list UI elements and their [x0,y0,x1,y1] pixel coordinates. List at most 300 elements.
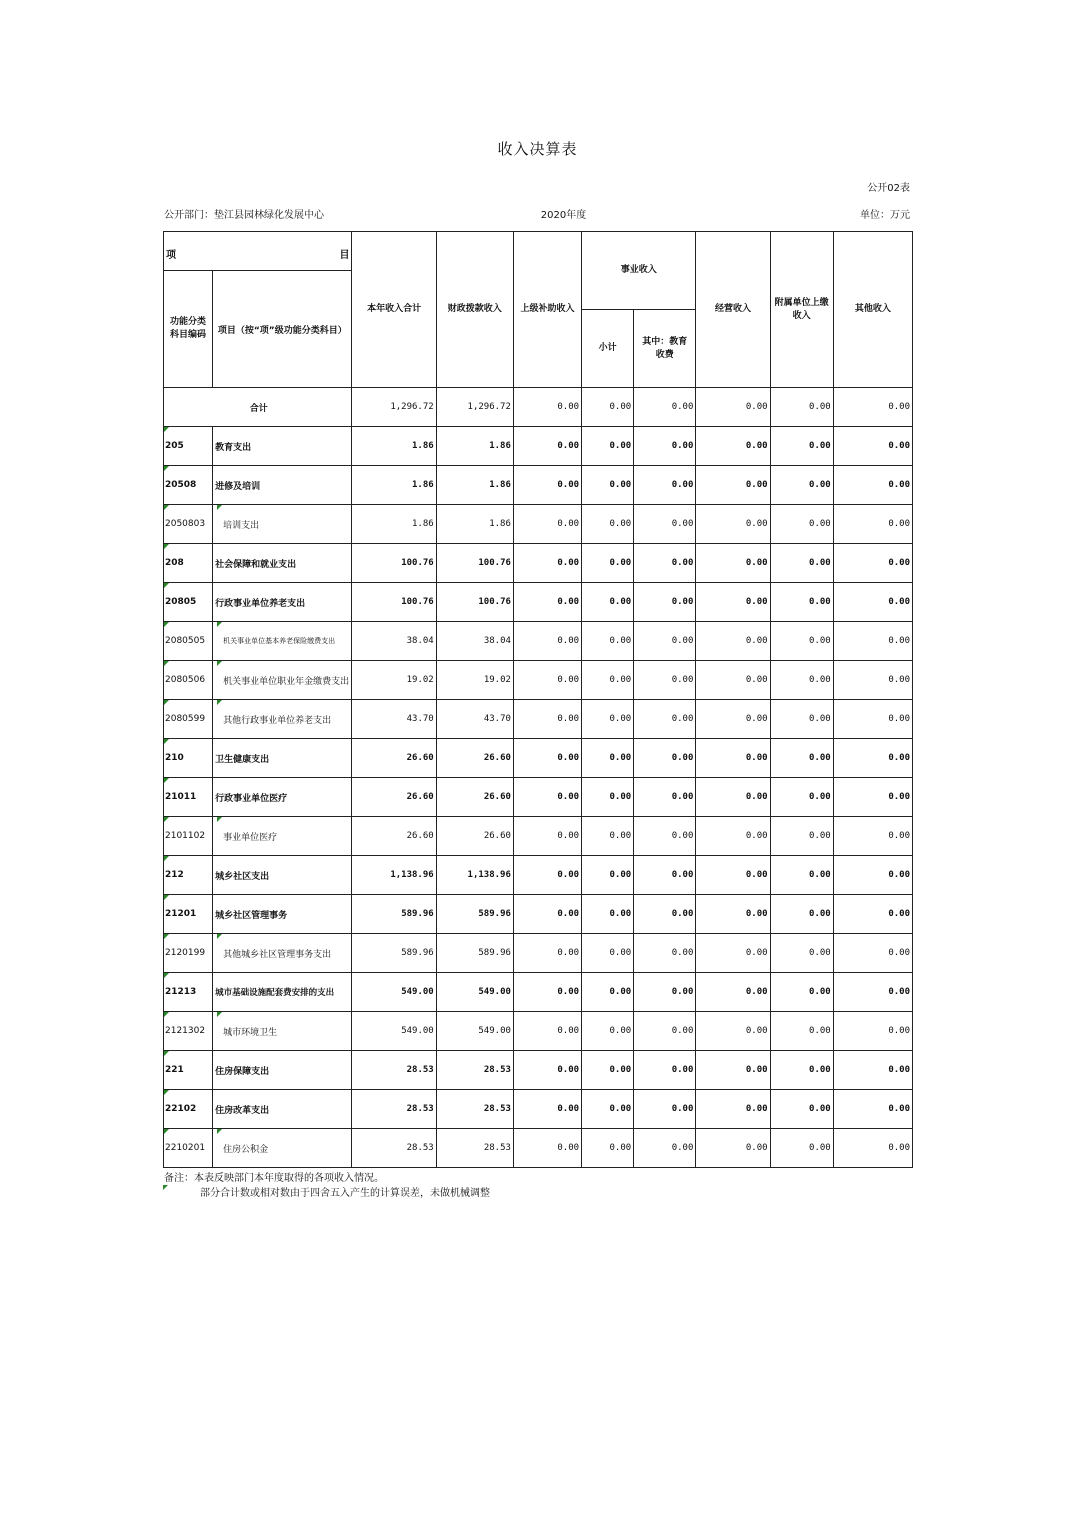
value-cell: 0.00 [582,544,634,583]
value-cell: 0.00 [833,1129,912,1168]
row-name [213,778,352,817]
value-cell: 0.00 [770,466,833,505]
value-cell: 28.53 [352,1090,436,1129]
row-code-text: 20508 [165,480,197,490]
page-title: 收入决算表 [497,140,578,158]
table-row [164,778,913,817]
value-cell: 38.04 [352,622,436,661]
row-code-text: 2080505 [165,636,206,646]
row-code [164,700,213,739]
value-cell: 28.53 [436,1129,513,1168]
row-name-text: 其他行政事业单位养老支出 [223,715,332,726]
col-business-header: 事业收入 [582,232,696,310]
value-cell: 0.00 [582,622,634,661]
value-cell: 0.00 [770,661,833,700]
row-code-text: 2120199 [165,948,206,958]
row-name [213,895,352,934]
cell-marker [164,817,169,822]
value-cell: 0.00 [833,622,912,661]
value-cell: 0.00 [696,622,770,661]
value-cell: 0.00 [833,388,912,427]
value-cell: 0.00 [770,739,833,778]
value-cell: 549.00 [436,1012,513,1051]
value-cell: 0.00 [582,427,634,466]
value-cell: 589.96 [352,934,436,973]
value-cell: 0.00 [770,1129,833,1168]
cell-marker [164,856,169,861]
col-total-header: 本年收入合计 [352,232,436,388]
row-name-text: 城市环境卫生 [223,1027,278,1038]
cell-marker [164,583,169,588]
value-cell: 100.76 [436,544,513,583]
value-cell: 26.60 [436,778,513,817]
value-cell: 0.00 [582,1090,634,1129]
value-cell: 0.00 [513,973,581,1012]
value-cell: 0.00 [833,1012,912,1051]
row-code [164,583,213,622]
value-cell: 0.00 [833,739,912,778]
row-code-text: 2050803 [165,519,206,529]
row-name [213,466,352,505]
value-cell: 0.00 [513,700,581,739]
item-name-header: 项目（按“项”级功能分类科目） [213,271,352,388]
value-cell: 0.00 [696,544,770,583]
value-cell: 0.00 [696,778,770,817]
income-table [163,231,913,1168]
value-cell: 0.00 [833,973,912,1012]
row-name [213,973,352,1012]
value-cell: 0.00 [513,388,581,427]
row-name [213,934,352,973]
cell-marker [164,739,169,744]
value-cell: 0.00 [634,544,696,583]
value-cell: 43.70 [436,700,513,739]
value-cell: 0.00 [770,388,833,427]
value-cell: 0.00 [634,778,696,817]
value-cell: 0.00 [770,856,833,895]
cell-marker [164,505,169,510]
value-cell: 0.00 [513,505,581,544]
value-cell: 1.86 [436,505,513,544]
row-code-text: 21201 [165,909,197,919]
value-cell: 0.00 [513,622,581,661]
row-name [213,1090,352,1129]
value-cell: 28.53 [436,1090,513,1129]
value-cell: 0.00 [696,895,770,934]
col-subtotal-header: 小计 [582,310,634,388]
row-code [164,895,213,934]
row-name-text: 卫生健康支出 [215,754,270,765]
row-code-text: 2080506 [165,675,206,685]
value-cell: 0.00 [696,973,770,1012]
value-cell: 0.00 [696,505,770,544]
value-cell: 38.04 [436,622,513,661]
value-cell: 0.00 [634,739,696,778]
item-header [164,232,352,271]
table-row [164,973,913,1012]
row-code-text: 221 [165,1065,184,1075]
value-cell: 0.00 [833,661,912,700]
value-cell: 0.00 [634,934,696,973]
func-code-header: 功能分类科目编码 [164,271,213,388]
value-cell: 0.00 [833,856,912,895]
row-name: 合计 [164,388,352,427]
value-cell: 0.00 [833,466,912,505]
value-cell: 1.86 [436,466,513,505]
value-cell: 0.00 [696,1129,770,1168]
value-cell: 0.00 [634,583,696,622]
value-cell: 1.86 [352,466,436,505]
row-name [213,544,352,583]
value-cell: 0.00 [833,778,912,817]
value-cell: 0.00 [582,388,634,427]
value-cell: 19.02 [436,661,513,700]
value-cell: 28.53 [436,1051,513,1090]
row-name-text: 社会保障和就业支出 [215,559,297,570]
value-cell: 0.00 [770,1051,833,1090]
value-cell: 549.00 [352,973,436,1012]
value-cell: 0.00 [833,1051,912,1090]
value-cell: 0.00 [582,583,634,622]
cell-marker [164,622,169,627]
row-name-text: 其他城乡社区管理事务支出 [223,949,332,960]
row-code-text: 2101102 [165,831,206,841]
value-cell: 0.00 [582,973,634,1012]
value-cell: 0.00 [770,973,833,1012]
cell-marker [164,661,169,666]
cell-marker [164,895,169,900]
value-cell: 0.00 [833,583,912,622]
value-cell: 0.00 [833,700,912,739]
row-name-text: 事业单位医疗 [223,832,278,843]
value-cell: 0.00 [696,388,770,427]
row-name [213,505,352,544]
row-name-text: 住房公积金 [223,1144,269,1155]
row-name [213,622,352,661]
value-cell: 0.00 [634,622,696,661]
item-header-right: 目 [339,250,350,261]
row-name-text: 教育支出 [215,442,252,453]
value-cell: 0.00 [770,778,833,817]
row-code-text: 208 [165,558,184,568]
cell-marker [217,1012,222,1017]
value-cell: 100.76 [352,544,436,583]
row-code-text: 21011 [165,792,197,802]
value-cell: 0.00 [634,856,696,895]
value-cell: 0.00 [634,895,696,934]
cell-marker [217,505,222,510]
value-cell: 26.60 [352,778,436,817]
table-row [164,661,913,700]
value-cell: 0.00 [770,817,833,856]
value-cell: 549.00 [436,973,513,1012]
value-cell: 0.00 [634,1012,696,1051]
row-name [213,856,352,895]
row-name [213,1129,352,1168]
cell-marker [164,1090,169,1095]
cell-marker [164,544,169,549]
value-cell: 0.00 [513,895,581,934]
row-code [164,1129,213,1168]
row-name-text: 行政事业单位医疗 [215,793,288,804]
value-cell: 0.00 [513,739,581,778]
value-cell: 589.96 [436,934,513,973]
row-name-text: 住房改革支出 [215,1105,270,1116]
value-cell: 549.00 [352,1012,436,1051]
row-code [164,973,213,1012]
value-cell: 1.86 [352,427,436,466]
row-code [164,778,213,817]
form-number: 公开02表 [867,183,910,194]
value-cell: 0.00 [513,934,581,973]
value-cell: 0.00 [513,544,581,583]
cell-marker [164,778,169,783]
col-edu-fee-header: 其中：教育收费 [634,310,696,388]
value-cell: 0.00 [634,466,696,505]
cell-marker [217,1129,222,1134]
row-name [213,817,352,856]
value-cell: 0.00 [696,934,770,973]
table-row [164,1012,913,1051]
row-code-text: 21213 [165,987,197,997]
table-row [164,1051,913,1090]
table-row [164,583,913,622]
table-note [164,1171,490,1201]
value-cell: 0.00 [513,466,581,505]
col-superior-header: 上级补助收入 [513,232,581,388]
value-cell: 0.00 [582,739,634,778]
table-row [164,1129,913,1168]
value-cell: 0.00 [770,700,833,739]
value-cell: 0.00 [696,856,770,895]
cell-marker [217,661,222,666]
table-row [164,895,913,934]
row-name [213,700,352,739]
value-cell: 1.86 [352,505,436,544]
value-cell: 589.96 [352,895,436,934]
unit-label: 单位：万元 [860,210,910,221]
value-cell: 0.00 [513,1090,581,1129]
value-cell: 0.00 [513,1129,581,1168]
value-cell: 0.00 [634,1129,696,1168]
value-cell: 0.00 [770,427,833,466]
value-cell: 26.60 [436,817,513,856]
value-cell: 0.00 [770,505,833,544]
row-code-text: 205 [165,441,184,451]
row-code [164,622,213,661]
cell-marker [217,622,222,627]
row-code [164,427,213,466]
value-cell: 26.60 [352,739,436,778]
table-row [164,739,913,778]
cell-marker [164,934,169,939]
cell-marker [164,1129,169,1134]
value-cell: 1,138.96 [436,856,513,895]
row-name-text: 行政事业单位养老支出 [215,598,306,609]
value-cell: 0.00 [582,700,634,739]
value-cell: 0.00 [582,466,634,505]
cell-marker [164,973,169,978]
row-code [164,544,213,583]
value-cell: 0.00 [513,427,581,466]
col-other-header: 其他收入 [833,232,912,388]
value-cell: 0.00 [634,973,696,1012]
table-row [164,622,913,661]
row-name [213,1012,352,1051]
row-code [164,505,213,544]
value-cell: 0.00 [833,934,912,973]
value-cell: 0.00 [513,583,581,622]
value-cell: 0.00 [833,427,912,466]
value-cell: 0.00 [582,856,634,895]
table-row [164,544,913,583]
row-name [213,583,352,622]
value-cell: 100.76 [352,583,436,622]
value-cell: 0.00 [634,1051,696,1090]
row-code [164,934,213,973]
row-name-text: 机关事业单位职业年金缴费支出 [223,676,350,687]
value-cell: 28.53 [352,1129,436,1168]
value-cell: 0.00 [696,427,770,466]
value-cell: 0.00 [833,544,912,583]
value-cell: 0.00 [634,1090,696,1129]
table-row [164,934,913,973]
value-cell: 0.00 [634,427,696,466]
value-cell: 0.00 [582,661,634,700]
row-code [164,1012,213,1051]
row-code-text: 2210201 [165,1143,206,1153]
value-cell: 0.00 [696,739,770,778]
row-name [213,739,352,778]
row-code [164,1051,213,1090]
value-cell: 0.00 [770,583,833,622]
row-name-text: 住房保障支出 [215,1066,270,1077]
table-row [164,817,913,856]
table-row [164,700,913,739]
row-code-text: 2080599 [165,714,206,724]
value-cell: 0.00 [582,1129,634,1168]
value-cell: 19.02 [352,661,436,700]
row-code [164,817,213,856]
value-cell: 0.00 [634,388,696,427]
value-cell: 0.00 [582,817,634,856]
note-line-2: 部分合计数或相对数由于四舍五入产生的计算误差，未做机械调整 [200,1188,490,1199]
row-code [164,466,213,505]
value-cell: 0.00 [696,661,770,700]
table-row [164,1090,913,1129]
row-name-text: 城市基础设施配套费安排的支出 [215,988,335,998]
value-cell: 0.00 [833,817,912,856]
col-operating-header: 经营收入 [696,232,770,388]
value-cell: 0.00 [634,700,696,739]
row-code-text: 212 [165,870,184,880]
table-row [164,856,913,895]
value-cell: 0.00 [696,1012,770,1051]
value-cell: 0.00 [513,1051,581,1090]
col-affiliated-header: 附属单位上缴收入 [770,232,833,388]
row-code-text: 22102 [165,1104,197,1114]
row-code [164,1090,213,1129]
value-cell: 28.53 [352,1051,436,1090]
row-name-text: 城乡社区管理事务 [215,910,288,921]
row-code-text: 210 [165,753,184,763]
value-cell: 0.00 [634,661,696,700]
value-cell: 0.00 [696,700,770,739]
row-name-text: 城乡社区支出 [215,871,270,882]
value-cell: 0.00 [513,817,581,856]
table-row [164,427,913,466]
row-code-text: 2121302 [165,1026,206,1036]
row-name-text: 进修及培训 [215,481,261,492]
value-cell: 0.00 [582,1012,634,1051]
value-cell: 0.00 [513,1012,581,1051]
value-cell: 0.00 [696,466,770,505]
table-row [164,466,913,505]
row-name-text: 机关事业单位基本养老保险缴费支出 [223,637,336,645]
cell-marker [217,817,222,822]
value-cell: 0.00 [696,583,770,622]
cell-marker [164,1051,169,1056]
value-cell: 0.00 [833,505,912,544]
row-name [213,661,352,700]
value-cell: 0.00 [770,544,833,583]
value-cell: 0.00 [833,1090,912,1129]
value-cell: 0.00 [696,817,770,856]
value-cell: 0.00 [582,934,634,973]
col-fiscal-header: 财政拨款收入 [436,232,513,388]
cell-marker [164,700,169,705]
value-cell: 0.00 [582,778,634,817]
value-cell: 1,138.96 [352,856,436,895]
value-cell: 0.00 [770,1090,833,1129]
note-line-1: 备注：本表反映部门本年度取得的各项收入情况。 [164,1173,384,1184]
row-name [213,427,352,466]
row-code [164,856,213,895]
note-marker [163,1185,168,1190]
value-cell: 0.00 [582,1051,634,1090]
value-cell: 0.00 [634,505,696,544]
value-cell: 0.00 [770,895,833,934]
value-cell: 0.00 [634,817,696,856]
value-cell: 43.70 [352,700,436,739]
value-cell: 589.96 [436,895,513,934]
value-cell: 1,296.72 [352,388,436,427]
table-row [164,388,913,427]
cell-marker [217,934,222,939]
value-cell: 0.00 [513,778,581,817]
value-cell: 0.00 [770,1012,833,1051]
row-code [164,739,213,778]
value-cell: 0.00 [770,934,833,973]
cell-marker [217,700,222,705]
value-cell: 0.00 [513,856,581,895]
value-cell: 26.60 [436,739,513,778]
row-code-text: 20805 [165,597,197,607]
department-label: 公开部门：垫江县园林绿化发展中心 [164,210,324,221]
value-cell: 0.00 [582,505,634,544]
value-cell: 26.60 [352,817,436,856]
value-cell: 0.00 [582,895,634,934]
cell-marker [164,1012,169,1017]
fiscal-year: 2020年度 [540,210,587,221]
row-code [164,661,213,700]
row-name-text: 培训支出 [223,520,260,531]
value-cell: 0.00 [513,661,581,700]
value-cell: 100.76 [436,583,513,622]
cell-marker [164,427,169,432]
value-cell: 1.86 [436,427,513,466]
cell-marker [164,466,169,471]
